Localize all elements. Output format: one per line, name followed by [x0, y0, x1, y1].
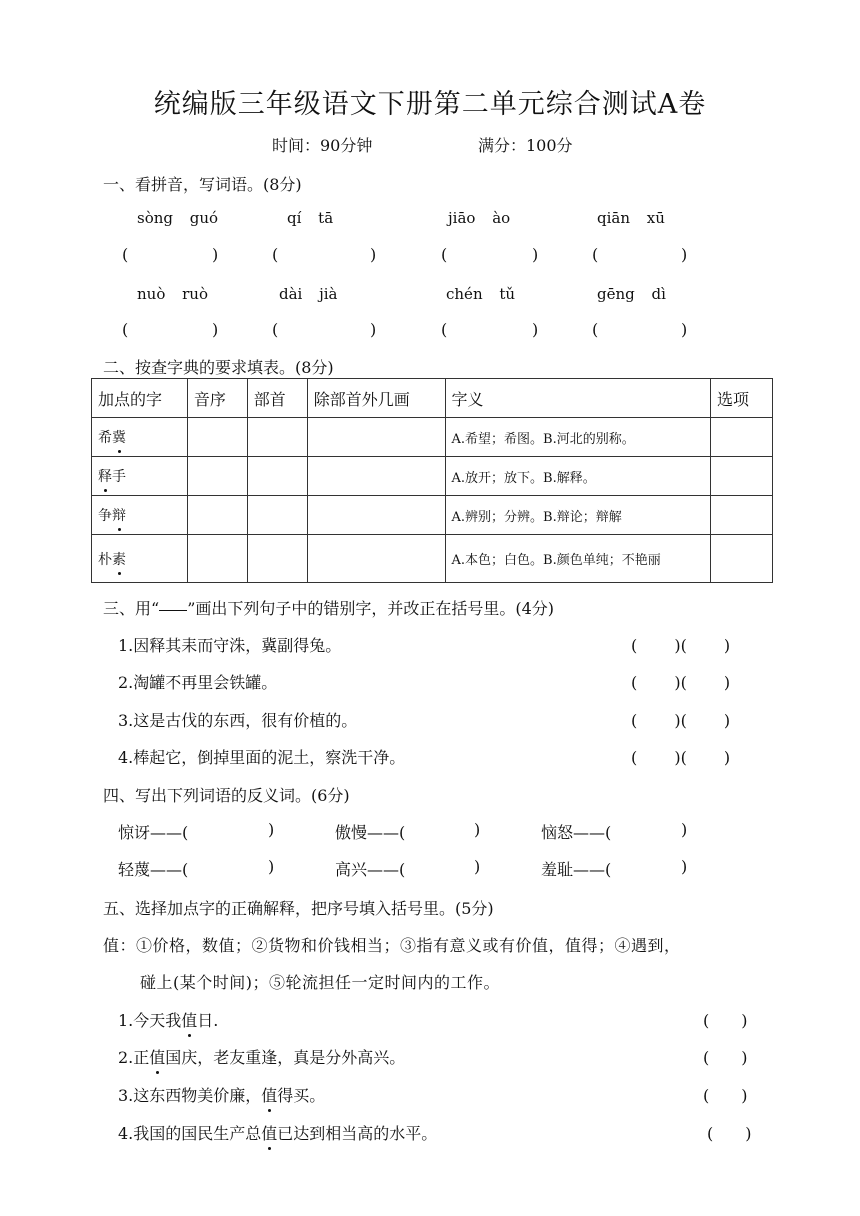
antonym-item: 羞耻——( [541, 860, 612, 879]
question-item: 3.这东西物美价廉，值得买。 [118, 1083, 325, 1106]
answer-blank[interactable]: ( [592, 320, 599, 339]
underline-sample [159, 609, 187, 611]
antonym-item: 惊讶——( [118, 823, 189, 842]
answer-blank: ) [532, 320, 539, 339]
answer-blank[interactable]: ( ) [703, 1086, 748, 1105]
answer-cell[interactable] [187, 535, 247, 583]
dotted-word: 争辩 [92, 496, 188, 535]
answer-cell[interactable] [187, 457, 247, 496]
meaning-cell: A.辨别；分辨。B.辩论；辩解 [445, 496, 711, 535]
answer-cell[interactable] [307, 457, 445, 496]
answer-blank[interactable]: ( ) [707, 1124, 752, 1143]
dotted-char: 释 [98, 466, 112, 486]
answer-blank[interactable]: ) [474, 857, 481, 876]
dotted-word: 希冀 [92, 418, 188, 457]
dotted-char: 值 [181, 1008, 197, 1031]
answer-blank[interactable]: ( [122, 320, 129, 339]
table-header: 选项 [711, 379, 773, 418]
answer-blank[interactable]: ( ) [703, 1048, 748, 1067]
dotted-char: 辩 [112, 505, 126, 525]
question-item: 4.棒起它，倒掉里面的泥土，察洗干净。 [118, 748, 406, 767]
answer-blank[interactable]: ( [272, 245, 279, 264]
answer-blank: ) [681, 320, 688, 339]
page-title: 统编版三年级语文下册第二单元综合测试A卷 [153, 89, 707, 120]
section-1-heading: 一、看拼音，写词语。(8分) [103, 175, 302, 194]
definition-line: 值：①价格，数值；②货物和价钱相当；③指有意义或有价值，值得；④遇到， [103, 936, 681, 955]
antonym-item: 恼怒——( [541, 823, 612, 842]
dotted-word: 朴素 [92, 535, 188, 583]
time-label: 时间：90分钟 [272, 136, 373, 155]
answer-blank[interactable]: ( )( ) [631, 673, 731, 692]
answer-blank: ) [370, 245, 377, 264]
pinyin: gēng dì [597, 285, 666, 303]
question-item: 1.今天我值日. [118, 1008, 218, 1031]
meaning-cell: A.希望；希图。B.河北的别称。 [445, 418, 711, 457]
question-item: 3.这是古伐的东西，很有价植的。 [118, 711, 358, 730]
dotted-char: 值 [261, 1083, 277, 1106]
answer-blank[interactable]: ( [441, 245, 448, 264]
pinyin: chén tǔ [446, 285, 516, 303]
answer-blank[interactable]: ( [441, 320, 448, 339]
answer-blank[interactable]: ( )( ) [631, 636, 731, 655]
answer-blank[interactable]: ) [681, 857, 688, 876]
answer-blank[interactable]: ) [268, 857, 275, 876]
answer-cell[interactable] [307, 535, 445, 583]
answer-blank[interactable]: ) [474, 820, 481, 839]
definition-line: 碰上(某个时间)；⑤轮流担任一定时间内的工作。 [140, 973, 500, 992]
pinyin: nuò ruò [137, 285, 208, 303]
table-header: 字义 [445, 379, 711, 418]
answer-blank[interactable]: ) [681, 820, 688, 839]
table-row [92, 457, 773, 496]
section-5-heading: 五、选择加点字的正确解释，把序号填入括号里。(5分) [103, 899, 494, 918]
answer-cell[interactable] [307, 418, 445, 457]
dotted-word: 释手 [92, 457, 188, 496]
answer-blank[interactable]: ( )( ) [631, 711, 731, 730]
answer-blank[interactable]: ( )( ) [631, 748, 731, 767]
answer-cell[interactable] [711, 496, 773, 535]
pinyin: dài jià [279, 285, 338, 303]
table-row [92, 535, 773, 583]
answer-cell[interactable] [187, 418, 247, 457]
answer-cell[interactable] [711, 457, 773, 496]
pinyin: qiān xū [597, 209, 665, 227]
answer-cell[interactable] [307, 496, 445, 535]
answer-blank[interactable]: ( [592, 245, 599, 264]
table-header: 除部首外几画 [307, 379, 445, 418]
answer-blank[interactable]: ( [272, 320, 279, 339]
question-item: 2.正值国庆，老友重逢，真是分外高兴。 [118, 1045, 405, 1068]
answer-blank: ) [681, 245, 688, 264]
dictionary-table [91, 378, 773, 583]
answer-blank[interactable]: ( [122, 245, 129, 264]
pinyin: jiāo ào [448, 209, 511, 227]
question-item: 2.淘罐不再里会铁罐。 [118, 673, 278, 692]
section-3-heading: 三、用“ ”画出下列句子中的错别字，并改正在括号里。(4分) [103, 599, 555, 618]
antonym-item: 傲慢——( [335, 823, 406, 842]
pinyin: qí tā [287, 209, 334, 227]
table-header: 音序 [187, 379, 247, 418]
answer-blank[interactable]: ) [268, 820, 275, 839]
pinyin: sòng guó [137, 209, 219, 227]
dotted-char: 值 [149, 1045, 165, 1068]
answer-cell[interactable] [247, 535, 307, 583]
meaning-cell: A.本色；白色。B.颜色单纯；不艳丽 [445, 535, 711, 583]
question-item: 1.因释其耒而守洙，冀副得兔。 [118, 636, 342, 655]
question-item: 4.我国的国民生产总值已达到相当高的水平。 [118, 1121, 437, 1144]
answer-cell[interactable] [247, 418, 307, 457]
table-row [92, 418, 773, 457]
dotted-char: 素 [112, 549, 126, 569]
dotted-char: 值 [261, 1121, 277, 1144]
score-label: 满分：100分 [478, 136, 573, 155]
table-row [92, 496, 773, 535]
dotted-char: 冀 [112, 427, 126, 447]
section-4-heading: 四、写出下列词语的反义词。(6分) [103, 786, 350, 805]
answer-blank: ) [370, 320, 377, 339]
antonym-item: 轻蔑——( [118, 860, 189, 879]
table-header: 加点的字 [92, 379, 188, 418]
answer-blank: ) [212, 320, 219, 339]
answer-cell[interactable] [247, 457, 307, 496]
answer-blank[interactable]: ( ) [703, 1011, 748, 1030]
answer-cell[interactable] [711, 535, 773, 583]
antonym-item: 高兴——( [335, 860, 406, 879]
answer-blank: ) [212, 245, 219, 264]
section-2-heading: 二、按查字典的要求填表。(8分) [103, 358, 334, 377]
meaning-cell: A.放开；放下。B.解释。 [445, 457, 711, 496]
answer-cell[interactable] [187, 496, 247, 535]
table-header: 部首 [247, 379, 307, 418]
answer-cell[interactable] [711, 418, 773, 457]
answer-cell[interactable] [247, 496, 307, 535]
answer-blank: ) [532, 245, 539, 264]
